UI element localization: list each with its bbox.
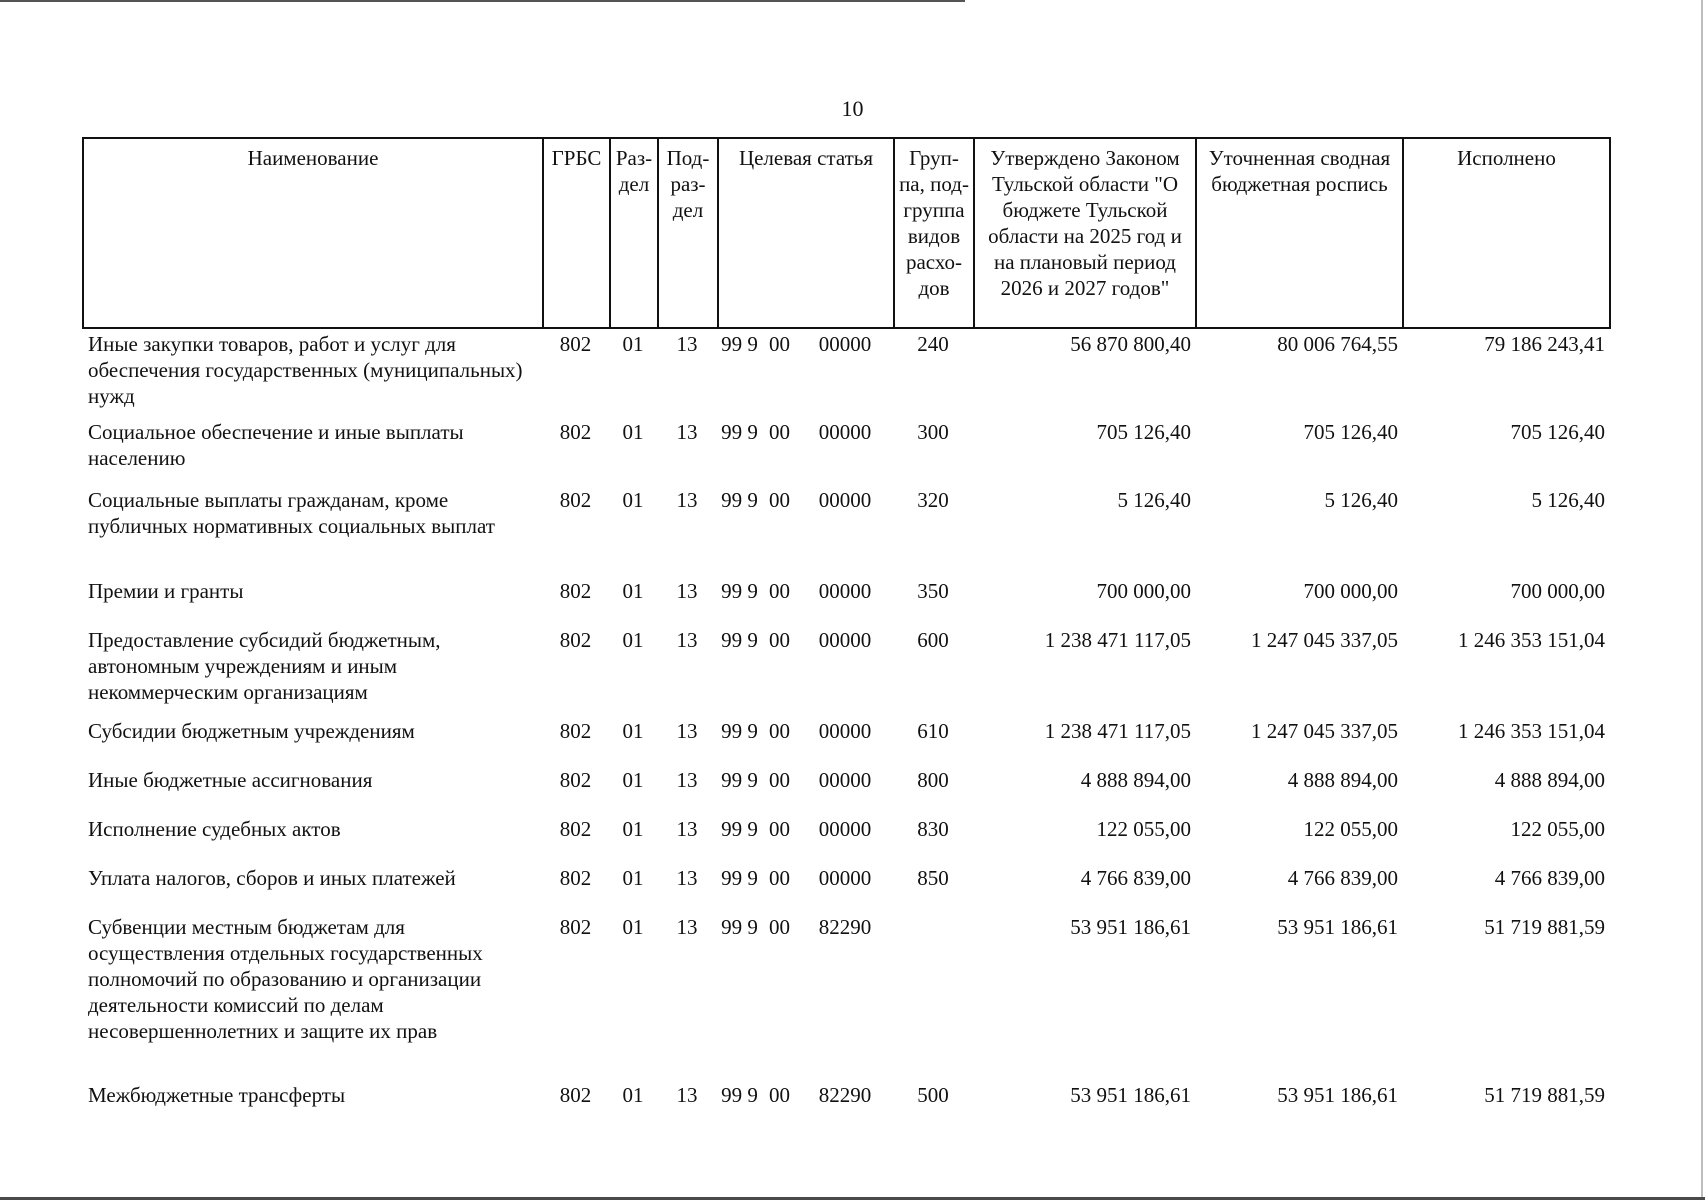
row-razdel: 01 (622, 768, 644, 792)
row-grbs: 802 (559, 768, 592, 792)
row-vr: 800 (917, 768, 949, 792)
row-cs-program: 99 9 (721, 817, 758, 841)
row-razdel: 01 (622, 1083, 644, 1107)
row-name: Межбюджетные трансферты (88, 1083, 346, 1107)
row-executed: 5 126,40 (1531, 488, 1605, 512)
row-approved: 1 238 471 117,05 (1044, 719, 1191, 743)
row-approved: 4 888 894,00 (1080, 768, 1191, 792)
row-podrazdel: 13 (676, 420, 698, 444)
row-cs-program: 99 9 (721, 420, 758, 444)
row-podrazdel: 13 (676, 332, 698, 356)
row-refined: 5 126,40 (1324, 488, 1398, 512)
row-refined: 700 000,00 (1303, 579, 1398, 603)
row-approved: 4 766 839,00 (1080, 866, 1191, 890)
table-row (82, 859, 1609, 908)
row-grbs: 802 (559, 488, 592, 512)
row-razdel: 01 (622, 719, 644, 743)
row-refined: 122 055,00 (1303, 817, 1398, 841)
row-cs-sub: 00 (769, 628, 790, 652)
row-approved: 53 951 186,61 (1070, 915, 1191, 939)
row-refined: 4 888 894,00 (1287, 768, 1398, 792)
row-grbs: 802 (559, 915, 592, 939)
row-cs-sub: 00 (769, 1083, 790, 1107)
col-header-podrazdel: Под-раз-дел (658, 138, 718, 328)
row-vr: 610 (917, 719, 949, 743)
row-vr: 350 (917, 579, 949, 603)
table-row (82, 481, 1609, 572)
row-cs-direction: 00000 (818, 866, 872, 890)
row-cs-sub: 00 (769, 420, 790, 444)
row-approved: 122 055,00 (1096, 817, 1191, 841)
row-vr: 500 (917, 1083, 949, 1107)
col-header-utverzhdeno: Утверждено Законом Тульской области "О бюджете Тульской области на 2025 год и на плановый период 2026 и 2027 годов" (974, 138, 1196, 328)
table-row (82, 621, 1609, 712)
row-cs-program: 99 9 (721, 866, 758, 890)
row-cs-sub: 00 (769, 332, 790, 356)
row-cs-sub: 00 (769, 768, 790, 792)
row-approved: 700 000,00 (1096, 579, 1191, 603)
row-executed: 4 766 839,00 (1494, 866, 1605, 890)
table-row (82, 413, 1609, 481)
row-podrazdel: 13 (676, 579, 698, 603)
scan-edge-right (1701, 0, 1703, 1200)
row-name: Субсидии бюджетным учреждениям (88, 719, 415, 743)
table-row (82, 325, 1609, 413)
row-cs-sub: 00 (769, 817, 790, 841)
row-executed: 1 246 353 151,04 (1458, 628, 1605, 652)
row-executed: 4 888 894,00 (1494, 768, 1605, 792)
row-cs-direction: 82290 (818, 915, 872, 939)
row-cs-sub: 00 (769, 488, 790, 512)
table-row (82, 810, 1609, 859)
row-approved: 56 870 800,40 (1070, 332, 1191, 356)
col-header-gruppa: Груп-па, под-группа видов расхо-дов (894, 138, 974, 328)
row-cs-program: 99 9 (721, 628, 758, 652)
row-approved: 1 238 471 117,05 (1044, 628, 1191, 652)
row-razdel: 01 (622, 628, 644, 652)
row-podrazdel: 13 (676, 866, 698, 890)
row-cs-sub: 00 (769, 915, 790, 939)
row-name: Исполнение судебных актов (88, 817, 341, 841)
row-refined: 4 766 839,00 (1287, 866, 1398, 890)
row-podrazdel: 13 (676, 915, 698, 939)
row-refined: 53 951 186,61 (1277, 915, 1398, 939)
row-approved: 705 126,40 (1096, 420, 1191, 444)
page-number: 10 (841, 96, 864, 121)
row-vr: 240 (917, 332, 949, 356)
col-header-utochnennaya: Уточненная сводная бюджетная роспись (1196, 138, 1403, 328)
row-cs-sub: 00 (769, 579, 790, 603)
row-razdel: 01 (622, 488, 644, 512)
col-header-ispolneno: Исполнено (1403, 138, 1610, 328)
row-cs-direction: 00000 (818, 420, 872, 444)
col-header-name: Наименование (83, 138, 543, 328)
row-cs-program: 99 9 (721, 332, 758, 356)
row-vr: 320 (917, 488, 949, 512)
row-name: Социальные выплаты гражданам, кроме публичных нормативных социальных выплат (88, 488, 495, 538)
table-row (82, 1076, 1609, 1125)
row-cs-direction: 00000 (818, 719, 872, 743)
row-podrazdel: 13 (676, 1083, 698, 1107)
row-razdel: 01 (622, 332, 644, 356)
row-podrazdel: 13 (676, 488, 698, 512)
row-podrazdel: 13 (676, 817, 698, 841)
row-podrazdel: 13 (676, 719, 698, 743)
table-row (82, 761, 1609, 810)
row-approved: 5 126,40 (1117, 488, 1191, 512)
row-grbs: 802 (559, 628, 592, 652)
row-cs-sub: 00 (769, 719, 790, 743)
row-grbs: 802 (559, 1083, 592, 1107)
col-header-razdel: Раз-дел (610, 138, 658, 328)
row-name: Социальное обеспечение и иные выплаты населению (88, 420, 464, 470)
row-cs-direction: 00000 (818, 488, 872, 512)
row-refined: 80 006 764,55 (1277, 332, 1398, 356)
row-grbs: 802 (559, 719, 592, 743)
scan-edge-top (0, 0, 965, 2)
table-header (82, 137, 1611, 329)
row-cs-program: 99 9 (721, 915, 758, 939)
row-executed: 51 719 881,59 (1484, 1083, 1605, 1107)
row-grbs: 802 (559, 579, 592, 603)
table-row (82, 712, 1609, 761)
row-refined: 1 247 045 337,05 (1251, 628, 1398, 652)
row-grbs: 802 (559, 332, 592, 356)
row-cs-direction: 00000 (818, 332, 872, 356)
col-header-grbs: ГРБС (543, 138, 610, 328)
row-refined: 53 951 186,61 (1277, 1083, 1398, 1107)
row-razdel: 01 (622, 420, 644, 444)
row-approved: 53 951 186,61 (1070, 1083, 1191, 1107)
row-name: Иные закупки товаров, работ и услуг для обеспечения государственных (муниципальных) нужд (88, 332, 523, 408)
row-executed: 1 246 353 151,04 (1458, 719, 1605, 743)
row-vr: 600 (917, 628, 949, 652)
col-header-celevaya: Целевая статья (718, 138, 894, 328)
row-refined: 705 126,40 (1303, 420, 1398, 444)
row-vr (893, 908, 973, 1076)
row-vr: 830 (917, 817, 949, 841)
table-row (82, 572, 1609, 621)
row-executed: 79 186 243,41 (1484, 332, 1605, 356)
row-name: Предоставление субсидий бюджетным, автономным учреждениям и иным некоммерческим организациям (88, 628, 441, 704)
row-cs-program: 99 9 (721, 488, 758, 512)
row-cs-program: 99 9 (721, 768, 758, 792)
budget-table (82, 325, 1609, 1125)
row-executed: 700 000,00 (1510, 579, 1605, 603)
row-cs-direction: 00000 (818, 628, 872, 652)
row-razdel: 01 (622, 817, 644, 841)
row-executed: 51 719 881,59 (1484, 915, 1605, 939)
row-name: Субвенции местным бюджетам для осуществления отдельных государственных полномочий по образованию и организации деятельности комиссий по делам несовершеннолетних и защите их прав (88, 915, 483, 1043)
row-grbs: 802 (559, 420, 592, 444)
row-cs-sub: 00 (769, 866, 790, 890)
row-name: Премии и гранты (88, 579, 244, 603)
row-razdel: 01 (622, 866, 644, 890)
row-razdel: 01 (622, 915, 644, 939)
row-vr: 850 (917, 866, 949, 890)
row-executed: 122 055,00 (1510, 817, 1605, 841)
row-name: Уплата налогов, сборов и иных платежей (88, 866, 456, 890)
row-podrazdel: 13 (676, 628, 698, 652)
table-row (82, 908, 1609, 1076)
row-cs-program: 99 9 (721, 719, 758, 743)
row-vr: 300 (917, 420, 949, 444)
row-cs-program: 99 9 (721, 579, 758, 603)
row-cs-direction: 00000 (818, 768, 872, 792)
row-cs-direction: 00000 (818, 579, 872, 603)
row-cs-program: 99 9 (721, 1083, 758, 1107)
row-podrazdel: 13 (676, 768, 698, 792)
row-cs-direction: 82290 (818, 1083, 872, 1107)
row-grbs: 802 (559, 866, 592, 890)
row-razdel: 01 (622, 579, 644, 603)
row-grbs: 802 (559, 817, 592, 841)
row-name: Иные бюджетные ассигнования (88, 768, 373, 792)
row-executed: 705 126,40 (1510, 420, 1605, 444)
row-refined: 1 247 045 337,05 (1251, 719, 1398, 743)
row-cs-direction: 00000 (818, 817, 872, 841)
